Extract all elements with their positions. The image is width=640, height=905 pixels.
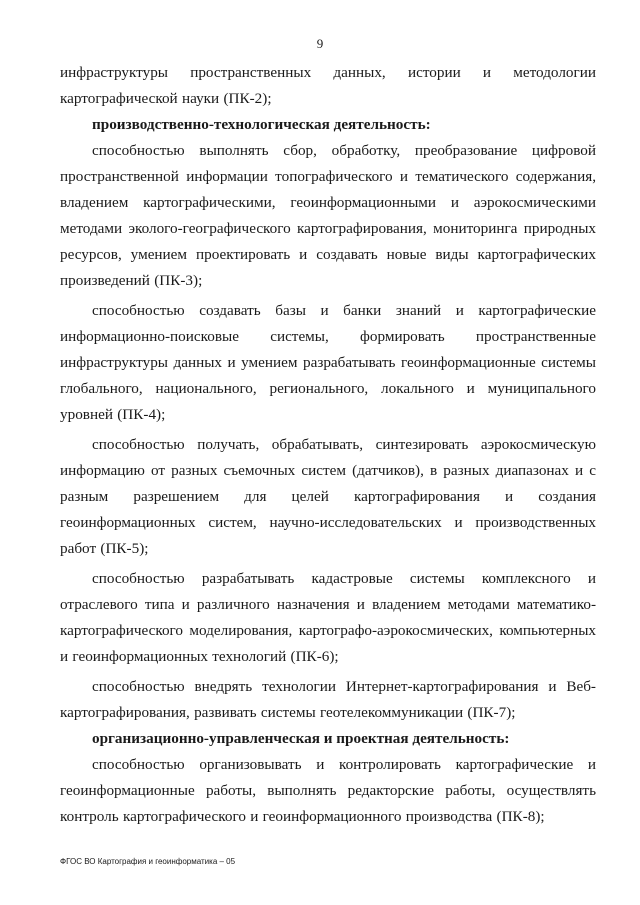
paragraph-pk2-continuation: инфраструктуры пространственных данных, истории и методологии картографической науки (ПК-2); — [60, 64, 596, 107]
section-heading-production: производственно-технологическая деятельность: — [92, 116, 431, 133]
paragraph-pk8: способностью организовывать и контролировать картографические и геоинформационные работы, выполнять редакторские работы, осуществлять контроль картографического и геоинформационного производства (ПК-8); — [60, 756, 596, 825]
paragraph-pk4: способностью создавать базы и банки знаний и картографические информационно-поисковые системы, формировать пространственные инфраструктуры данных и умением разрабатывать геоинформационные системы глобального, национального, регионального, локального и муниципального уровней (ПК-4); — [60, 302, 596, 423]
paragraph-pk6: способностью разрабатывать кадастровые системы комплексного и отраслевого типа и различного назначения и владением методами математико-картографического моделирования, картографо-аэрокосмических, компьютерных и геоинформационных технологий (ПК-6); — [60, 570, 596, 665]
page-number: 9 — [316, 36, 324, 51]
paragraph-pk7: способностью внедрять технологии Интернет-картографирования и Веб-картографирования, развивать системы геотелекоммуникации (ПК-7); — [60, 678, 596, 721]
paragraph-pk5: способностью получать, обрабатывать, синтезировать аэрокосмическую информацию от разных съемочных систем (датчиков), в разных диапазонах и с разным разрешением для целей картографирования и создания геоинформационных систем, научно-исследовательских и производственных работ (ПК-5); — [60, 436, 596, 557]
footer-text: ФГОС ВО Картография и геоинформатика – 05 — [60, 857, 236, 866]
section-heading-management: организационно-управленческая и проектная деятельность: — [92, 730, 510, 747]
document-body — [60, 60, 596, 830]
paragraph-pk3: способностью выполнять сбор, обработку, преобразование цифровой пространственной информации топографического и тематического содержания, владением картографическими, геоинформационными и аэрокосмическими методами эколого-географического картографирования, мониторинга природных ресурсов, умением проектировать и создавать новые виды картографических произведений (ПК-3); — [60, 142, 596, 289]
